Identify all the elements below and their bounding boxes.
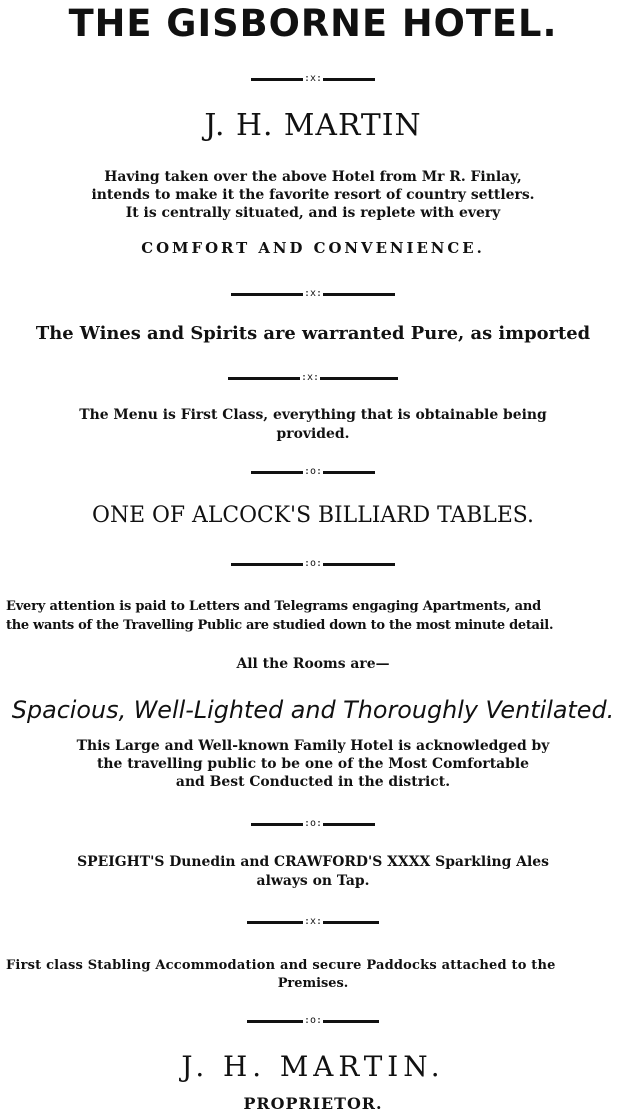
family-line-2: the travelling public to be one of the Most Comfortable: [96, 756, 530, 772]
wines-statement: The Wines and Spirits are warranted Pure, as imported: [35, 323, 591, 344]
rooms-feature: Spacious, Well-Lighted and Thoroughly Ventilated.: [11, 696, 615, 724]
divider: :x:: [0, 916, 626, 929]
intro-line-2: intends to make it the favorite resort of country settlers.: [91, 187, 535, 203]
ales-line-1: SPEIGHT'S Dunedin and CRAWFORD'S XXXX Sparkling Ales: [77, 854, 549, 870]
comfort-heading: COMFORT AND CONVENIENCE.: [141, 239, 485, 257]
stabling-line-1: First class Stabling Accommodation and secure Paddocks attached to the: [6, 958, 556, 973]
stabling-line-2: Premises.: [277, 976, 349, 991]
divider: :o:: [0, 466, 626, 479]
rooms-intro: All the Rooms are—: [236, 656, 390, 672]
attention-line-2: the wants of the Travelling Public are studied down to the most minute detail.: [6, 618, 554, 633]
menu-line-1: The Menu is First Class, everything that is obtainable being: [79, 407, 547, 423]
menu-line-2: provided.: [276, 426, 350, 442]
signature-role: PROPRIETOR.: [243, 1094, 383, 1113]
billiard-heading: ONE OF ALCOCK'S BILLIARD TABLES.: [92, 503, 534, 528]
divider: :x:: [0, 73, 626, 86]
divider: :x:: [0, 288, 626, 301]
proprietor-heading: J. H. MARTIN: [204, 108, 422, 143]
ales-line-2: always on Tap.: [256, 873, 370, 889]
divider: :o:: [0, 1015, 626, 1028]
family-line-3: and Best Conducted in the district.: [175, 774, 451, 790]
family-line-1: This Large and Well-known Family Hotel is acknowledged by: [76, 738, 550, 754]
divider: :o:: [0, 818, 626, 831]
divider: :o:: [0, 558, 626, 571]
divider: :x:: [0, 372, 626, 385]
attention-line-1: Every attention is paid to Letters and Telegrams engaging Apartments, and: [6, 599, 541, 614]
intro-line-3: It is centrally situated, and is replete with every: [125, 205, 501, 221]
hotel-title: THE GISBORNE HOTEL.: [68, 2, 558, 45]
intro-line-1: Having taken over the above Hotel from Mr R. Finlay,: [104, 169, 522, 185]
signature-name: J. H. MARTIN.: [181, 1050, 445, 1083]
